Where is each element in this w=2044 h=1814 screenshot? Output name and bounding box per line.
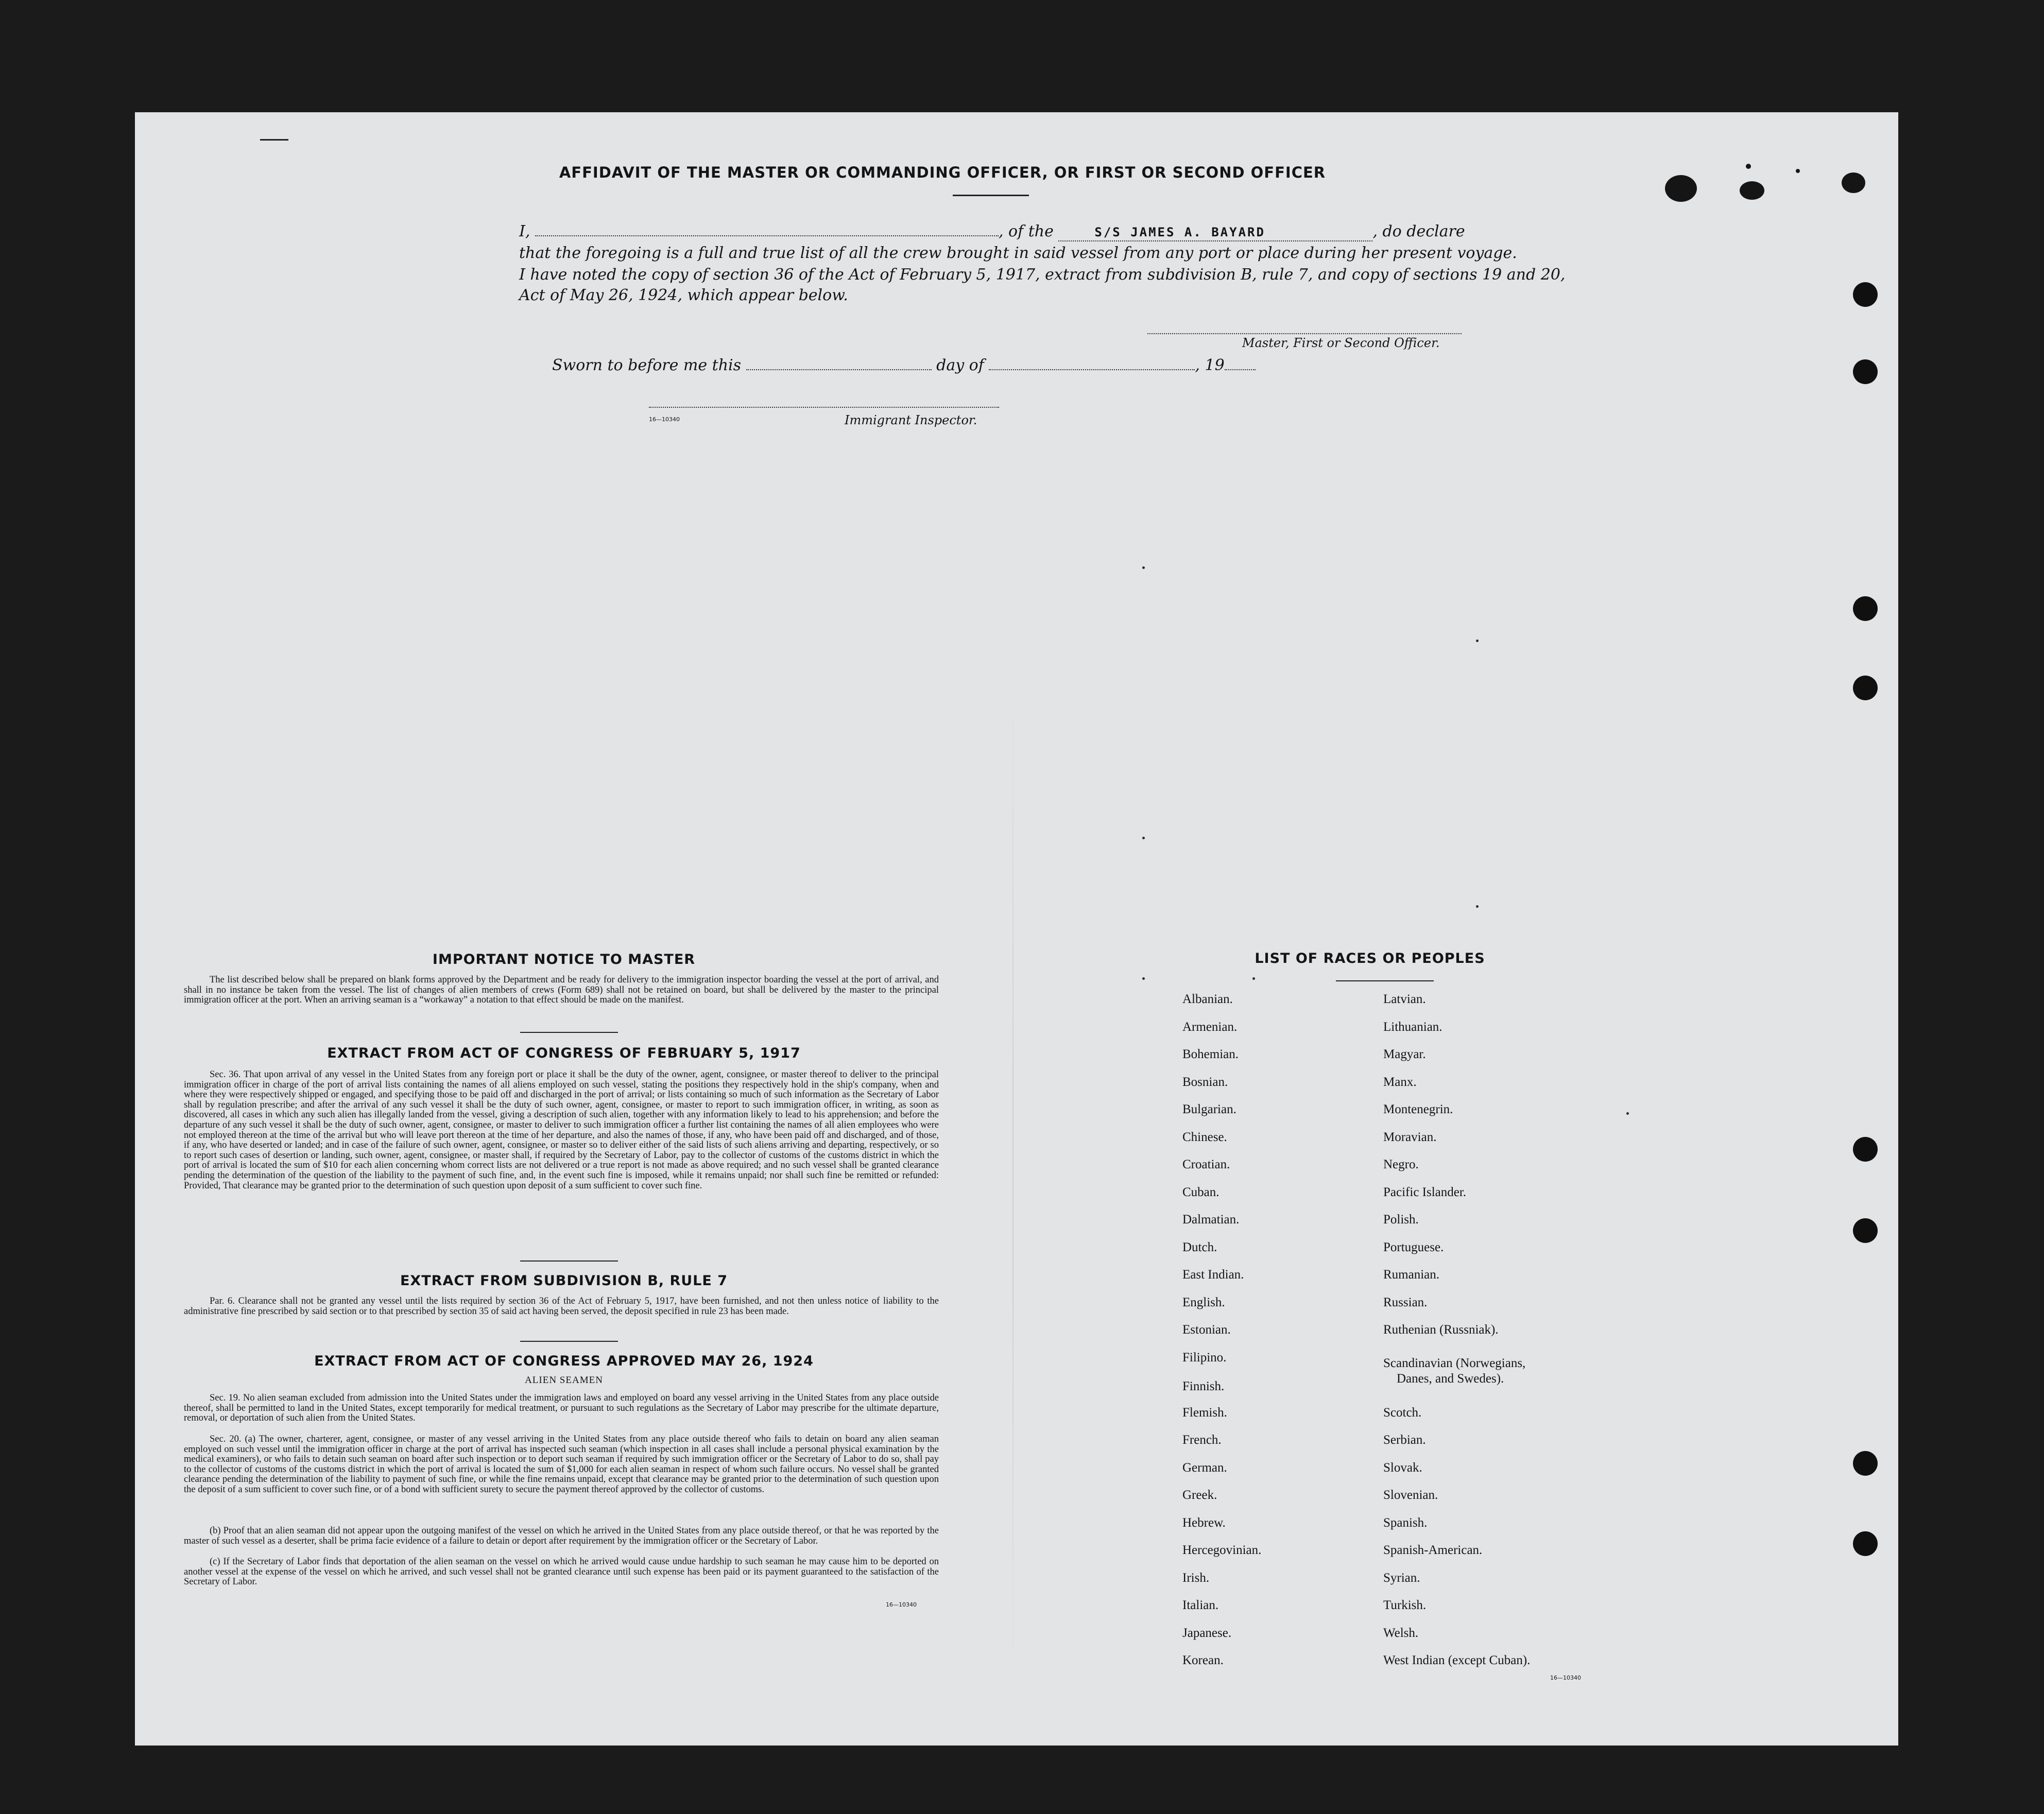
race-item: Bohemian.: [1182, 1047, 1239, 1061]
race-item: Flemish.: [1182, 1405, 1227, 1420]
master-name-field[interactable]: [535, 235, 999, 236]
sworn-year-field[interactable]: [1225, 369, 1256, 370]
affidavit-line-3: I have noted the copy of section 36 of the Act of February 5, 1917, extract from subdivision B, rule 7, and copy of sections 19 and 20,: [519, 266, 1566, 284]
form-number: 16—10340: [1550, 1674, 1581, 1681]
affidavit-line-1: [519, 222, 1482, 241]
race-item: Cuban.: [1182, 1185, 1219, 1199]
affidavit-line-2: that the foregoing is a full and true list of all the crew brought in said vessel from any port or place during her present voyage.: [519, 244, 1517, 262]
race-item: Lithuanian.: [1383, 1020, 1442, 1034]
paper-fold: [1012, 669, 1014, 1699]
punch-hole: [1853, 1218, 1878, 1243]
race-item: Russian.: [1383, 1295, 1428, 1309]
affidavit-i: I,: [519, 222, 530, 240]
sworn-year: , 19: [1195, 356, 1225, 374]
sworn-date-field[interactable]: [746, 369, 932, 370]
inspector-signature-field[interactable]: [649, 407, 999, 408]
race-item: Magyar.: [1383, 1047, 1426, 1061]
race-item: German.: [1182, 1460, 1227, 1475]
section-20c-text: (c) If the Secretary of Labor finds that deportation of the alien seaman on the vessel on which he arrived would cause undue hardship to such seaman he may cause him to be deported on another vessel at the expense of the vessel on which he arrived, and such vessel shall not be granted clearance until such expense has been paid or its payment guaranteed to the satisfaction of the Secretary of Labor.: [184, 1557, 939, 1587]
affidavit-declare: , do declare: [1372, 222, 1465, 240]
vessel-name: S/S JAMES A. BAYARD: [1094, 225, 1265, 239]
ink-blot: [1842, 172, 1865, 193]
race-item: Bosnian.: [1182, 1075, 1228, 1089]
master-signature-caption: Master, First or Second Officer.: [1242, 336, 1440, 350]
race-item: Serbian.: [1383, 1433, 1426, 1447]
races-title-rule: [1336, 980, 1434, 981]
race-item: Filipino.: [1182, 1350, 1227, 1364]
race-item: Slovenian.: [1383, 1488, 1438, 1502]
alien-seamen-subtitle: ALIEN SEAMEN: [525, 1375, 603, 1386]
ink-blot: [1746, 164, 1751, 169]
race-item: Estonian.: [1182, 1323, 1231, 1337]
race-item: Croatian.: [1182, 1157, 1230, 1171]
race-item: Albanian.: [1182, 992, 1233, 1006]
race-item: Hebrew.: [1182, 1515, 1226, 1530]
punch-hole: [1853, 359, 1878, 384]
title-rule: [953, 195, 1029, 196]
race-item: Rumanian.: [1383, 1268, 1440, 1282]
notice-text: The list described below shall be prepared on blank forms approved by the Department and be ready for delivery to the immigration inspector boarding the vessel at the port of arrival, and shall in no instance be taken from the vessel. The list of changes of alien members of crews (Form 689) shall not be retained on board, but shall be delivered by the master to the principal immigration officer at the port. When an arriving seaman is a “workaway” a notation to that effect should be made on the manifest.: [184, 975, 939, 1006]
race-item: Italian.: [1182, 1598, 1219, 1612]
speck: [1252, 977, 1255, 980]
race-item: Ruthenian (Russniak).: [1383, 1323, 1499, 1337]
race-item: Dalmatian.: [1182, 1213, 1240, 1226]
sworn-prefix: Sworn to before me this: [552, 356, 742, 374]
race-item: Syrian.: [1383, 1570, 1420, 1585]
section-rule: [520, 1341, 618, 1342]
races-title: LIST OF RACES OR PEOPLES: [1255, 951, 1485, 966]
extract-rule7-title: EXTRACT FROM SUBDIVISION B, RULE 7: [400, 1273, 728, 1289]
extract-rule7-text: Par. 6. Clearance shall not be granted any vessel until the lists required by section 36 of the Act of February 5, 1917, have been furnished, and not then unless notice of liability to the administrative fine prescribed by said section or to that prescribed by section 35 of said act having been served, the deposit specified in rule 23 has been made.: [184, 1296, 939, 1317]
form-number: 16—10340: [649, 416, 680, 423]
inspector-caption: Immigrant Inspector.: [845, 413, 977, 427]
race-item: Moravian.: [1383, 1130, 1437, 1144]
speck: [1142, 837, 1145, 839]
race-item: French.: [1182, 1433, 1222, 1447]
race-item: Negro.: [1383, 1157, 1419, 1171]
ink-blot: [1665, 175, 1697, 202]
race-item: Polish.: [1383, 1213, 1419, 1226]
race-item: Chinese.: [1182, 1130, 1227, 1144]
races-right-column: [1383, 992, 1530, 1681]
speck: [1476, 905, 1479, 908]
section-20a-text: Sec. 20. (a) The owner, charterer, agent, consignee, or master of any vessel arriving in the United States from any place outside thereof who fails to detain on board any alien seaman employed on such vessel until the immigration officer in charge at the port of arrival has inspected such seaman (which inspection in all cases shall include a personal physical examination by the medical examiners), or who fails to detain such seaman on board after such inspection or to deport such seaman if required by such immigration officer or the Secretary of Labor to do so, shall pay to the collector of customs of the customs district in which the port of arrival is located the sum of $1,000 for each alien seaman in respect of whom such failure occurs. No vessel shall be granted clearance pending the determination of the liability to payment of such fine, or while the fine remains unpaid, except that clearance may be granted prior to the determination of such question upon the deposit of a sum sufficient to cover such fine, or of a bond with sufficient surety to secure the payment thereof approved by the collector of customs.: [184, 1434, 939, 1495]
sworn-day-of: day of: [936, 356, 984, 374]
form-number: 16—10340: [886, 1601, 917, 1608]
race-item: English.: [1182, 1295, 1225, 1309]
race-item: Hercegovinian.: [1182, 1543, 1262, 1557]
race-item: Pacific Islander.: [1383, 1185, 1467, 1199]
race-item: Dutch.: [1182, 1240, 1217, 1254]
sworn-line: [552, 356, 1515, 374]
extract-1917-text: Sec. 36. That upon arrival of any vessel in the United States from any foreign port or place it shall be the duty of the owner, agent, consignee, or master thereof to deliver to the principal immigration officer in charge of the port of arrival lists containing the names of all aliens employed on such vessel, stating the positions they respectively hold in the ship's company, when and where they were respectively shipped or engaged, and specifying those to be paid off and discharged in the port of arrival; or lists containing so much of such information as the Secretary of Labor shall by regulation prescribe; and after the arrival of any such vessel it shall be the duty of such owner, agent, consignee, or master to report to such immigration officer, in writing, as soon as discovered, all cases in which any such alien has illegally landed from the vessel, giving a description of such alien, together with any information likely to lead to his apprehension; and before the departure of any such vessel it shall be the duty of such owner, agent, consignee, or master to deliver to such immigration officer a further list containing the names of all alien employees who were not employed thereon at the time of the arrival but who will leave port thereon at the time of her departure, and also the names of those, if any, who have been paid off and discharged, and of those, if any, who have deserted or landed; and in case of the failure of such owner, agent, consignee, or master so to deliver either of the said lists of such aliens arriving and departing, respectively, or so to report such cases of desertion or landing, such owner, agent, consignee, or master shall, if required by the Secretary of Labor, pay to the collector of customs of the customs district in which the port of arrival is located the sum of $10 for each alien concerning whom correct lists are not delivered or a true report is not made as above required; and no such vessel shall be granted clearance pending the determination of the question of the liability to the payment of such fine, and, in the event such fine is imposed, while it remains unpaid; nor shall such fine be remitted or refunded: Provided, That clearance may be granted prior to the determination of such question upon deposit of a sum sufficient to cover such fine.: [184, 1069, 939, 1191]
race-item: Korean.: [1182, 1653, 1224, 1667]
ink-blot: [1740, 181, 1764, 200]
affidavit-of-the: , of the: [998, 222, 1054, 240]
affidavit-title: AFFIDAVIT OF THE MASTER OR COMMANDING OFFICER, OR FIRST OR SECOND OFFICER: [559, 164, 1326, 181]
extract-1917-title: EXTRACT FROM ACT OF CONGRESS OF FEBRUARY 5, 1917: [327, 1045, 801, 1061]
extract-1924-title: EXTRACT FROM ACT OF CONGRESS APPROVED MAY 26, 1924: [314, 1353, 814, 1369]
race-item: Armenian.: [1182, 1020, 1238, 1034]
race-item: Finnish.: [1182, 1379, 1225, 1393]
punch-hole: [1853, 1531, 1878, 1556]
ink-blot: [1796, 169, 1800, 173]
punch-hole: [1853, 282, 1878, 307]
race-item: Turkish.: [1383, 1598, 1427, 1612]
punch-hole: [1853, 1137, 1878, 1162]
affidavit-line-4: Act of May 26, 1924, which appear below.: [519, 286, 848, 304]
speck: [1476, 640, 1479, 642]
race-item: Scotch.: [1383, 1405, 1422, 1420]
punch-hole: [1853, 676, 1878, 700]
margin-mark: [260, 139, 288, 141]
speck: [1142, 977, 1145, 980]
race-item: Montenegrin.: [1383, 1102, 1453, 1116]
punch-hole: [1853, 596, 1878, 621]
race-item: Spanish-American.: [1383, 1543, 1483, 1557]
race-item: Latvian.: [1383, 992, 1426, 1006]
race-item: Portuguese.: [1383, 1240, 1444, 1254]
section-rule: [520, 1260, 618, 1262]
notice-title: IMPORTANT NOTICE TO MASTER: [432, 952, 696, 968]
speck: [1626, 1112, 1629, 1115]
race-item: Slovak.: [1383, 1460, 1422, 1475]
race-item: Bulgarian.: [1182, 1102, 1236, 1116]
section-20b-text: (b) Proof that an alien seaman did not appear upon the outgoing manifest of the vessel on which he arrived in the United States from any place outside thereof, or that he was reported by the master of such vessel as a deserter, shall be prima facie evidence of a failure to detain or deport after requirement by the immigration officer or the Secretary of Labor.: [184, 1526, 939, 1546]
vessel-name-field[interactable]: [1058, 222, 1372, 241]
race-item: Welsh.: [1383, 1626, 1419, 1640]
race-item: Japanese.: [1182, 1626, 1232, 1640]
punch-hole: [1853, 1451, 1878, 1476]
master-signature-field[interactable]: [1147, 333, 1462, 334]
race-item: Greek.: [1182, 1488, 1217, 1502]
race-item: Irish.: [1182, 1570, 1210, 1585]
section-19-text: Sec. 19. No alien seaman excluded from admission into the United States under the immigration laws and employed on board any vessel arriving in the United States from any place outside thereof, shall be permitted to land in the United States, except temporarily for medical treatment, or pursuant to such regulations as the Secretary of Labor may prescribe for the ultimate departure, removal, or deportation of such alien from the United States.: [184, 1393, 939, 1424]
sworn-month-field[interactable]: [989, 369, 1195, 370]
race-item: Spanish.: [1383, 1515, 1428, 1530]
section-rule: [520, 1032, 618, 1033]
races-left-column: [1182, 992, 1261, 1681]
race-item: East Indian.: [1182, 1268, 1244, 1282]
race-item-scandinavian: [1383, 1351, 1530, 1406]
race-item-line: Scandinavian (Norwegians,: [1383, 1356, 1526, 1370]
race-item: Manx.: [1383, 1075, 1417, 1089]
race-item: West Indian (except Cuban).: [1383, 1653, 1531, 1667]
race-item-line: Danes, and Swedes).: [1397, 1371, 1504, 1386]
speck: [1142, 566, 1145, 569]
